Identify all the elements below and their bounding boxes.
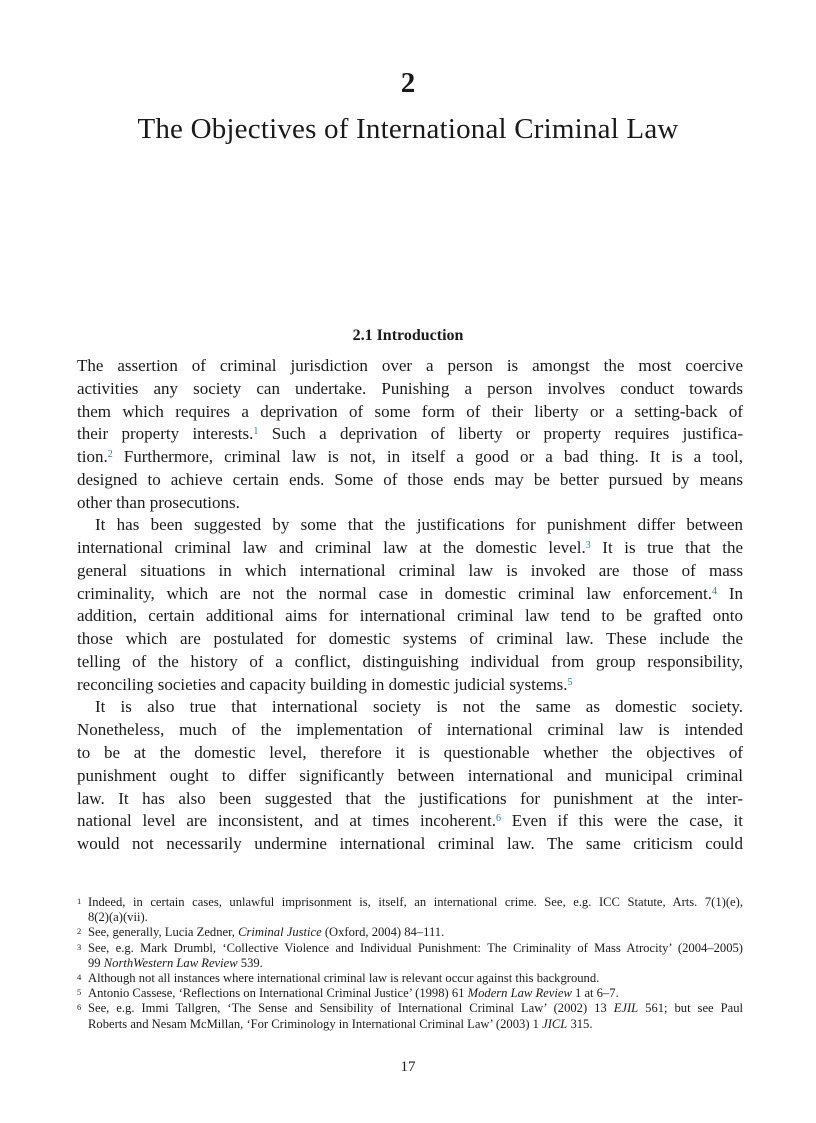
footnote-number: 3 bbox=[77, 941, 82, 952]
footnote-line: See, generally, Lucia Zedner, Criminal Justice (Oxford, 2004) 84–111. bbox=[88, 925, 445, 940]
text-line: general situations in which international criminal law is invoked are those of mass bbox=[77, 560, 743, 580]
footnote bbox=[77, 986, 743, 1001]
footnote bbox=[77, 941, 743, 971]
paragraph bbox=[77, 355, 743, 514]
paragraph bbox=[77, 696, 743, 855]
section-heading: 2.1 Introduction bbox=[352, 327, 464, 344]
footnote-number: 4 bbox=[77, 972, 82, 983]
italic-title: NorthWestern Law Review bbox=[103, 955, 238, 970]
footnote-reference[interactable]: 6 bbox=[496, 813, 502, 825]
text-line: It is also true that international society is not the same as domestic society. bbox=[95, 697, 743, 717]
footnote-line: See, e.g. Mark Drumbl, ‘Collective Violence and Individual Punishment: The Criminality of Mass Atrocity’ (2004–2005) bbox=[88, 940, 743, 955]
footnote-reference[interactable]: 2 bbox=[107, 449, 113, 461]
body-text bbox=[77, 355, 743, 856]
footnotes bbox=[77, 895, 743, 1032]
text-line: law. It has also been suggested that the justifications for punishment at the inter- bbox=[77, 788, 743, 808]
italic-title: Modern Law Review bbox=[467, 986, 572, 1001]
text-line: them which requires a deprivation of some form of their liberty or a setting-back of bbox=[77, 401, 743, 421]
text-line: national level are inconsistent, and at times incoherent.$^6$ Even if this were the case, it bbox=[77, 811, 743, 831]
text-line: would not necessarily undermine international criminal law. The same criticism could bbox=[77, 834, 743, 854]
footnote-line: 99 NorthWestern Law Review 539. bbox=[88, 955, 263, 970]
chapter-number: 2 bbox=[400, 67, 416, 99]
paragraph bbox=[77, 514, 743, 696]
footnote-line: See, e.g. Immi Tallgren, ‘The Sense and Sensibility of International Criminal Law’ (2002) 13 EJIL 561; but see Paul bbox=[88, 1001, 743, 1016]
footnote bbox=[77, 971, 743, 986]
footnote-line: Although not all instances where international criminal law is relevant occur against this background. bbox=[88, 971, 600, 986]
footnote bbox=[77, 895, 743, 925]
text-line: reconciling societies and capacity building in domestic judicial systems.$^5$ bbox=[77, 674, 573, 694]
italic-title: Criminal Justice bbox=[238, 925, 322, 940]
footnote-line: Antonio Cassese, ‘Reflections on International Criminal Justice’ (1998) 61 Modern Law Review 1 at 6–7. bbox=[88, 986, 619, 1001]
text-line: tion.$^2$ Furthermore, criminal law is not, in itself a good or a bad thing. It is a tool, bbox=[77, 447, 743, 467]
text-line: telling of the history of a conflict, distinguishing individual from group responsibility, bbox=[77, 651, 743, 671]
text-line: their property interests.$^1$ Such a deprivation of liberty or property requires justifica- bbox=[77, 424, 743, 444]
text-line: addition, certain additional aims for international criminal law tend to be grafted onto bbox=[77, 606, 743, 626]
footnote-reference[interactable]: 4 bbox=[712, 585, 718, 597]
footnote-reference[interactable]: 3 bbox=[585, 540, 591, 552]
chapter-title: The Objectives of International Criminal Law bbox=[137, 113, 679, 145]
footnote bbox=[77, 925, 743, 940]
text-line: to be at the domestic level, therefore it is questionable whether the objectives of bbox=[77, 743, 743, 763]
footnote bbox=[77, 1001, 743, 1031]
text-line: designed to achieve certain ends. Some of those ends may be better pursued by means bbox=[77, 469, 743, 489]
italic-title: JICL bbox=[542, 1016, 568, 1031]
text-line: activities any society can undertake. Punishing a person involves conduct towards bbox=[77, 378, 743, 398]
page-number: 17 bbox=[400, 1059, 416, 1075]
footnote-line: Indeed, in certain cases, unlawful imprisonment is, itself, an international crime. See, e.g. ICC Statute, Arts. 7(1)(e), bbox=[88, 895, 743, 909]
text-line: other than prosecutions. bbox=[77, 492, 240, 512]
text-line: those which are postulated for domestic systems of criminal law. These include the bbox=[77, 629, 743, 649]
footnote-reference[interactable]: 1 bbox=[253, 426, 259, 438]
text-line: punishment ought to differ significantly between international and municipal criminal bbox=[77, 765, 743, 785]
footnote-number: 6 bbox=[77, 1002, 82, 1013]
text-line: Nonetheless, much of the implementation of international criminal law is intended bbox=[77, 720, 743, 740]
text-line: criminality, which are not the normal case in domestic criminal law enforcement.$^4$ In bbox=[77, 583, 744, 603]
footnote-reference[interactable]: 5 bbox=[567, 676, 573, 688]
footnote-line: Roberts and Nesam McMillan, ‘For Criminology in International Criminal Law’ (2003) 1 JICL 315. bbox=[88, 1016, 593, 1031]
footnote-number: 2 bbox=[77, 926, 82, 937]
footnote-number: 5 bbox=[77, 987, 82, 998]
footnote-number: 1 bbox=[77, 896, 82, 906]
text-line: It has been suggested by some that the justifications for punishment differ between bbox=[95, 515, 743, 535]
text-line: international criminal law and criminal law at the domestic level.$^3$ It is true that the bbox=[77, 538, 743, 558]
footnote-line: 8(2)(a)(vii). bbox=[88, 910, 148, 925]
text-line: The assertion of criminal jurisdiction over a person is amongst the most coercive bbox=[77, 356, 743, 375]
italic-title: EJIL bbox=[613, 1001, 639, 1016]
